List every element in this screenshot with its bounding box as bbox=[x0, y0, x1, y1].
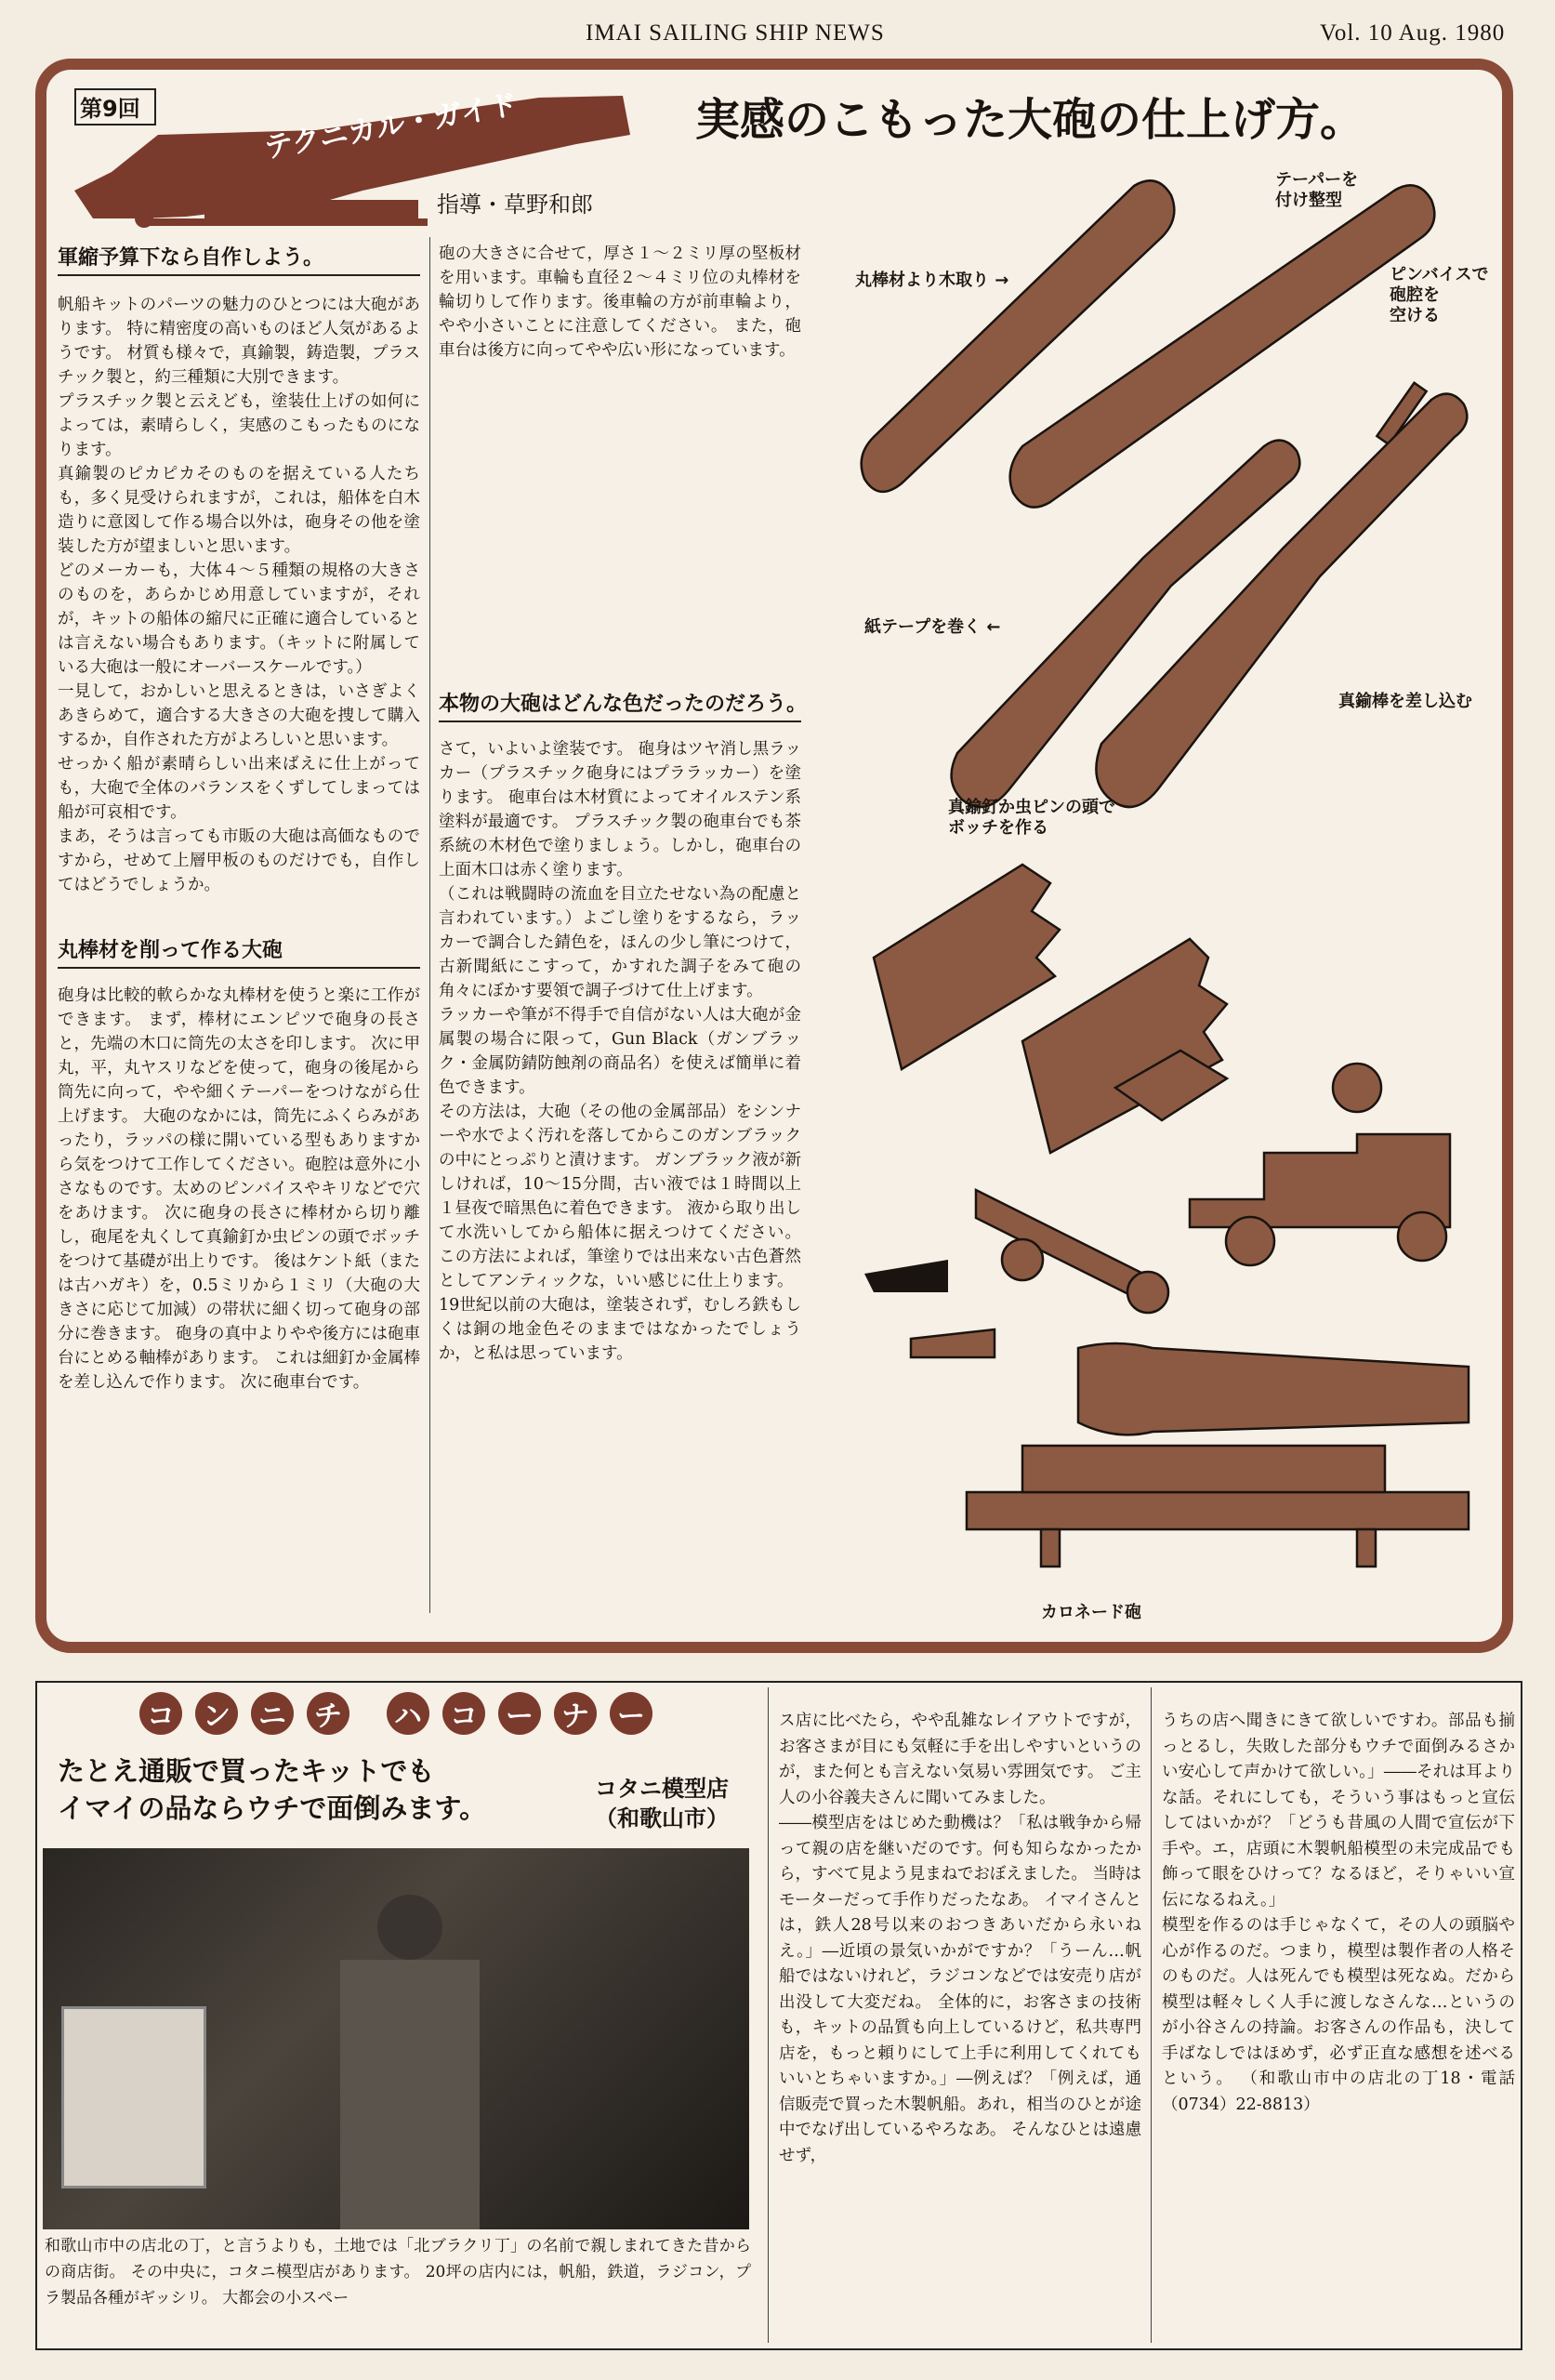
banner-char: ン bbox=[195, 1692, 238, 1735]
label-wood-blank: 丸棒材より木取り → bbox=[855, 271, 1009, 290]
photo-caption: 和歌山市中の店北の丁，と言うよりも，土地では「北ブラクリ丁」の名前で親しまれてきた昔からの商店街。 その中央に，コタニ模型店があります。 20坪の店内には，帆船，鉄道，ラジコン，プラ製品各種がギッシリ。 大都会の小スペー bbox=[45, 2237, 751, 2307]
paragraph: せっかく船が素晴らしい出来ばえに仕上がっても，大砲で全体のバランスをくずしてしまっては船が可哀相です。 bbox=[58, 755, 420, 822]
paragraph: ラッカーや筆が不得手で自信がない人は大砲が金属製の場合に限って，Gun Black（ガンブラック・金属防錆防蝕剤の商品名）を使えば簡単に着色できます。 bbox=[439, 1006, 801, 1097]
banner-char: ー bbox=[498, 1692, 541, 1735]
section-heading: 本物の大砲はどんな色だったのだろう。 bbox=[439, 688, 801, 722]
label-taper: テーパーを 付け整型 bbox=[1275, 170, 1359, 210]
paragraph: さて，いよいよ塗装です。 砲身はツヤ消し黒ラッカー（プラスチック砲身にはプララッカー）を塗ります。 砲車台は木材質によってオイルステン系塗料が最適です。 プラスチック製の砲車台でも茶系統の木材色で塗りましょう。しかし，砲車台の上面木口は赤く塗ります。 bbox=[439, 740, 801, 879]
paragraph: 一見して，おかしいと思えるときは，いさぎよくあきらめて，適合する大きさの大砲を捜して購入するか，自作された方がよろしいと思います。 bbox=[58, 682, 420, 749]
section-heading: 軍縮予算下なら自作しよう。 bbox=[58, 242, 420, 276]
issue-info: Vol. 10 Aug. 1980 bbox=[1320, 20, 1506, 46]
banner-char: コ bbox=[442, 1692, 485, 1735]
paragraph: その方法は，大砲（その他の金属部品）をシンナーや水でよく汚れを落してからこのガンブラックの中にとっぷりと漬けます。 ガンブラック液が新しければ，10～15分間，古い液では１時間以上１昼夜で暗黒色に着色できます。 液から取り出して水洗いしてから船体に据えつけてください。 この方法によれば，筆塗りでは出来ない古色蒼然としてアンティックな，いい感じに仕上ります。 bbox=[439, 1103, 801, 1290]
shop-photo bbox=[43, 1848, 749, 2229]
banner-char: チ bbox=[307, 1692, 349, 1735]
corner-headline: たとえ通販で買ったキットでも イマイの品ならウチで面倒みます。 bbox=[58, 1755, 487, 1824]
paragraph: まあ，そうは言っても市販の大砲は高価なものですから，せめて上層甲板のものだけでも，自作してはどうでしょうか。 bbox=[58, 827, 420, 894]
paragraph: 砲身は比較的軟らかな丸棒材を使うと楽に工作ができます。 まず，棒材にエンピツで砲身の長さと，先端の木口に筒先の太さを印します。 次に甲丸，平，丸ヤスリなどを使って，砲身の後尾から筒先に向って，やや細くテーパーをつけながら仕上げます。 大砲のなかには，筒先にふくらみがあったり，ラッパの様に開いている型もありますから気をつけて工作してください。砲腔は意外に小さなものです。太めのピンバイスやキリなどで穴をあけます。 次に砲身の長さに棒材から切り離し，砲尾を丸くして真鍮釘か虫ピンの頭でボッチをつけて基礎が出上りです。 後はケント紙（または古ハガキ）を，0.5ミリから１ミリ（大砲の大きさに応じて加減）の帯状に細く切って砲身の部分に巻きます。 砲身の真中よりやや後方には砲車台にとめる軸棒があります。 これは細釘か金属棒を差し込んで作ります。 次に砲車台です。 bbox=[58, 986, 420, 1392]
label-brass-rod: 真鍮棒を差し込む bbox=[1338, 692, 1472, 711]
episode-number: 第9回 bbox=[80, 96, 140, 122]
paragraph: （これは戦闘時の流血を目立たせない為の配慮と言われています。）よごし塗りをするなら，ラッカーで調合した錆色を，ほんの少し筆につけて，古新聞紙にこすって，かすれた調子をみて砲の角々にぼかす要領で調子づけて仕上げます。 bbox=[439, 885, 801, 1000]
paragraph: プラスチック製と云えども，塗装仕上げの如何によっては，素晴らしく，実感のこもったものになります。 bbox=[58, 392, 420, 459]
banner-char: ナ bbox=[554, 1692, 597, 1735]
label-pin-vice: ピンバイスで 砲腔を 空ける bbox=[1390, 265, 1489, 325]
publication-title: IMAI SAILING SHIP NEWS bbox=[586, 20, 885, 46]
banner-char: コ bbox=[139, 1692, 182, 1735]
interview-column-3: うちの店へ聞きにきて欲しいですわ。部品も揃っとるし，失敗した部分もウチで面倒みるさかい安心して声かけて欲しい。」――それは耳よりな話。それにしても，そういう事はもっと宣伝してはいかが？「どうも昔風の人間で宣伝が下手や。エ，店頭に木製帆船模型の未完成品でも飾って眼をひけって？なるほど，そりゃいい宣伝になるねえ。」 模型を作るのは手じゃなくて，その人の頭脳や心が作るのだ。つまり，模型は製作者の人格そのものだ。人は死んでも模型は死なぬ。だから模型は軽々しく人手に渡しなさんな…というのが小谷さんの持論。お客さんの作品も，決して手ばなしではほめず，必ず正直な感想を述べるという。 （和歌山市中の店北の丁18・電話（0734）22-8813） bbox=[1162, 1712, 1515, 2114]
banner-char: ー bbox=[610, 1692, 652, 1735]
paragraph: 真鍮製のピカピカそのものを据えている人たちも，多く見受けられますが，これは，船体を白木造りに意図して作る場合以外は，砲身その他を塗装した方が望ましいと思います。 bbox=[58, 465, 420, 556]
guide-title: 実感のこもった大砲の仕上げ方。 bbox=[695, 94, 1365, 146]
paragraph: どのメーカーも，大体４～５種類の規格の大きさのものを，あらかじめ用意していますが，それが，キットの船体の縮尺に正確に適合しているとは言えない場合もあります。（キットに附属している大砲は一般にオーバースケールです。） bbox=[58, 562, 420, 677]
guide-credit: 指導・草野和郎 bbox=[437, 192, 593, 218]
banner-char: ニ bbox=[251, 1692, 294, 1735]
paragraph: 砲の大きさに合せて，厚さ１～２ミリ厚の堅板材を用います。車輪も直径２～４ミリ位の丸棒材を輪切りして作ります。後車輪の方が前車輪より，やや小さいことに注意してください。 また，砲車台は後方に向ってやや広い形になっています。 bbox=[439, 245, 801, 360]
corner-banner bbox=[139, 1692, 652, 1735]
paragraph: 19世紀以前の大砲は，塗装されず，むしろ鉄もしくは銅の地金色そのままではなかったでしょうか，と私は思っています。 bbox=[439, 1296, 801, 1363]
cannon-illustration bbox=[837, 149, 1506, 1636]
interview-column-2: ス店に比べたら，やや乱雑なレイアウトですが，お客さまが目にも気軽に手を出しやすいというのが，また何とも言えない気易い雰囲気です。 ご主人の小谷義夫さんに聞いてみました。 ――模型店をはじめた動機は？「私は戦争から帰って親の店を継いだのです。何も知らなかったから，すべて見よう見まねでおぼえました。 当時はモーターだって手作りだったなあ。 イマイさんとは，鉄人28号以来のおつきあいだから永いねえ。」―近頃の景気いかがですか？「うーん…帆船ではないけれど，ラジコンなどでは安売り店が出没して大変だね。 全体的に，お客さまの技術も，キットの品質も向上しているけど，私共専門店を，もっと頼りにして上手に利用してくれてもいいとちゃいますか。」―例えば？「例えば，通信販売で買った木製帆船。あれ，相当のひとが途中でなげ出しているやろなあ。 そんなひとは遠慮せず， bbox=[779, 1712, 1141, 2165]
section-heading: 丸棒材を削って作る大砲 bbox=[58, 934, 420, 969]
label-paper-tape: 紙テープを巻く ← bbox=[864, 617, 1001, 637]
shop-name: コタニ模型店 （和歌山市） bbox=[595, 1776, 729, 1831]
label-carronade: カロネード砲 bbox=[1041, 1603, 1141, 1622]
paragraph: 帆船キットのパーツの魅力のひとつには大砲があります。 特に精密度の高いものほど人気があるようです。 材質も様々で，真鍮製，鋳造製，プラスチック製と，約三種類に大別できます。 bbox=[58, 296, 420, 387]
guide-badge: テクニカル・ガイド bbox=[261, 87, 521, 165]
banner-char: ハ bbox=[387, 1692, 429, 1735]
label-knob: 真鍮釘か虫ピンの頭で ボッチを作る bbox=[948, 798, 1115, 838]
